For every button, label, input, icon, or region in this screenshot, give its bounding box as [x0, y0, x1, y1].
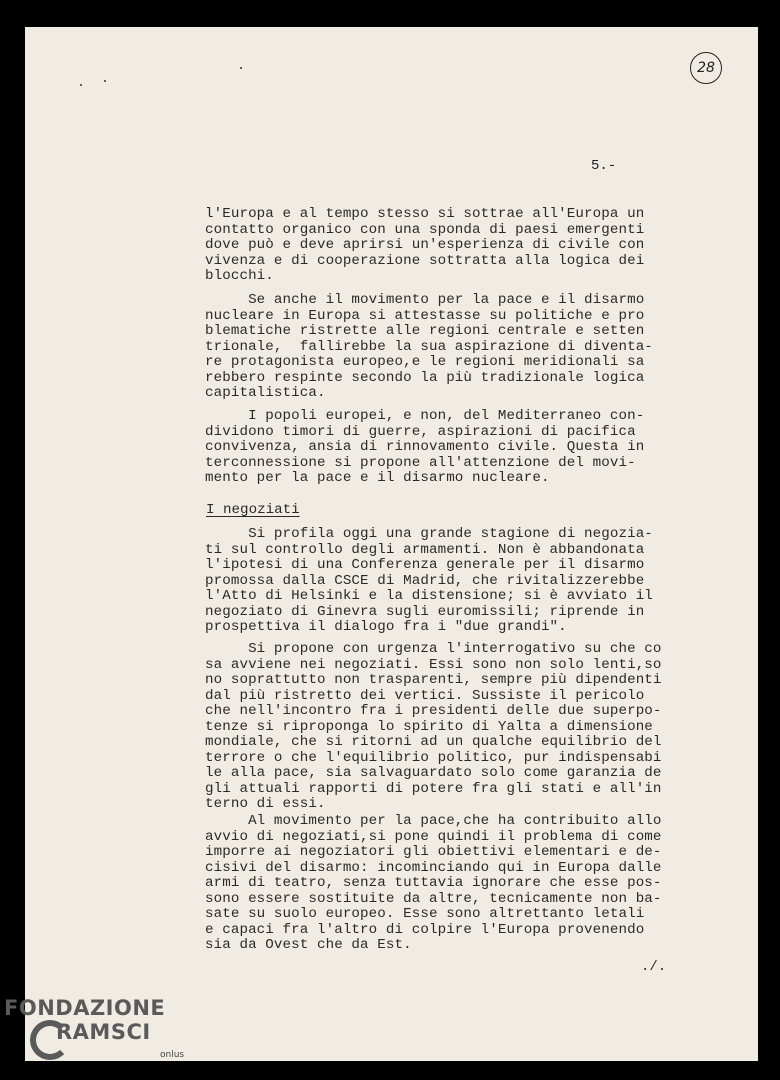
- text-line: blematiche ristrette alle regioni centrale e setten: [205, 323, 645, 339]
- text-line: nucleare in Europa si attestasse su politiche e pro: [205, 307, 645, 324]
- text-line: gli attuali rapporti di potere fra gli stati e all'in: [205, 780, 662, 797]
- text-line: mondiale, che si ritorni ad un qualche equilibrio del: [205, 734, 662, 750]
- paper-speck: [104, 80, 106, 82]
- watermark: [4, 996, 165, 1044]
- text-line: Si profila oggi una grande stagione di negozia-: [205, 526, 653, 542]
- paragraph-6: [205, 814, 685, 954]
- paper-speck: [80, 84, 82, 86]
- paragraph-4: [205, 527, 685, 636]
- text-line: e capaci fra l'altro di colpire l'Europa provenendo: [205, 921, 645, 938]
- text-line: convivenza, ansia di rinnovamento civile. Questa in: [205, 439, 645, 455]
- text-line: blocchi.: [205, 268, 274, 284]
- watermark-subtitle: onlus: [160, 1050, 185, 1060]
- text-line: sa avviene nei negoziati. Essi sono non solo lenti,so: [205, 656, 662, 673]
- text-line: che nell'incontro fra i presidenti delle due superpo-: [205, 703, 662, 719]
- text-line: l'ipotesi di una Conferenza generale per il disarmo: [205, 557, 645, 573]
- text-line: tenze si riproponga lo spirito di Yalta a dimensione: [205, 718, 653, 735]
- text-line: negoziato di Ginevra sugli euromissili; riprende in: [205, 603, 645, 620]
- text-line: capitalistica.: [205, 385, 326, 401]
- paragraph-2: [205, 293, 685, 402]
- text-line: I popoli europei, e non, del Mediterraneo con-: [205, 408, 645, 424]
- text-line: vivenza e di cooperazione sottratta alla logica dei: [205, 252, 645, 269]
- handwritten-page-number: 28: [690, 52, 722, 84]
- continuation-mark: ./.: [641, 959, 667, 975]
- watermark-line-2: RAMSCI: [56, 1020, 151, 1044]
- text-line: sono essere sostituite da altre, tecnicamente non ba-: [205, 890, 662, 907]
- text-line: contatto organico con una sponda di paesi emergenti: [205, 221, 645, 238]
- paragraph-5: [205, 642, 685, 813]
- text-line: terno di essi.: [205, 796, 326, 812]
- text-line: sia da Ovest che da Est.: [205, 937, 412, 953]
- text-line: prospettiva il dialogo fra i "due grandi".: [205, 619, 567, 635]
- paragraph-1: [205, 207, 685, 285]
- watermark-line-1: FONDAZIONE: [4, 996, 166, 1020]
- text-line: imporre ai negoziatori gli obiettivi elementari e de-: [205, 844, 662, 860]
- text-line: dove può e deve aprirsi un'esperienza di civile con: [205, 237, 645, 253]
- paper-speck: [240, 67, 242, 69]
- text-line: l'Atto di Helsinki e la distensione; si è avviato il: [205, 588, 653, 604]
- text-line: promossa dalla CSCE di Madrid, che rivitalizzerebbe: [205, 572, 645, 589]
- text-line: sate su suolo europeo. Esse sono altrettanto letali: [205, 906, 645, 922]
- text-line: terconnessione si propone all'attenzione del movi-: [205, 454, 636, 471]
- text-line: Si propone con urgenza l'interrogativo su che co: [205, 641, 662, 657]
- text-line: armi di teatro, senza tuttavia ignorare che esse pos-: [205, 875, 662, 891]
- text-line: mento per la pace e il disarmo nucleare.: [205, 470, 550, 486]
- text-line: avvio di negoziati,si pone quindi il problema di come: [205, 828, 662, 845]
- section-heading: I negoziati: [206, 502, 300, 518]
- text-line: dal più ristretto dei vertici. Sussiste il pericolo: [205, 687, 645, 704]
- text-line: dividono timori di guerre, aspirazioni di pacifica: [205, 423, 636, 440]
- paragraph-3: [205, 409, 685, 487]
- text-line: ti sul controllo degli armamenti. Non è abbandonata: [205, 541, 645, 558]
- text-line: rebbero respinte secondo la più tradizionale logica: [205, 369, 645, 386]
- text-line: terrore o che l'equilibrio politico, pur indispensabi: [205, 749, 662, 766]
- typed-page-number: 5.-: [591, 158, 617, 174]
- text-line: re protagonista europeo,e le regioni meridionali sa: [205, 354, 645, 370]
- text-line: l'Europa e al tempo stesso si sottrae all'Europa un: [205, 206, 645, 222]
- text-line: no soprattutto non trasparenti, sempre più dipendenti: [205, 672, 662, 688]
- text-line: Al movimento per la pace,che ha contribuito allo: [205, 813, 662, 829]
- text-line: le alla pace, sia salvaguardato solo come garanzia de: [205, 765, 662, 781]
- text-line: trionale, fallirebbe la sua aspirazione di diventa-: [205, 338, 653, 355]
- text-line: cisivi del disarmo: incominciando qui in Europa dalle: [205, 859, 662, 876]
- text-line: Se anche il movimento per la pace e il disarmo: [205, 292, 645, 308]
